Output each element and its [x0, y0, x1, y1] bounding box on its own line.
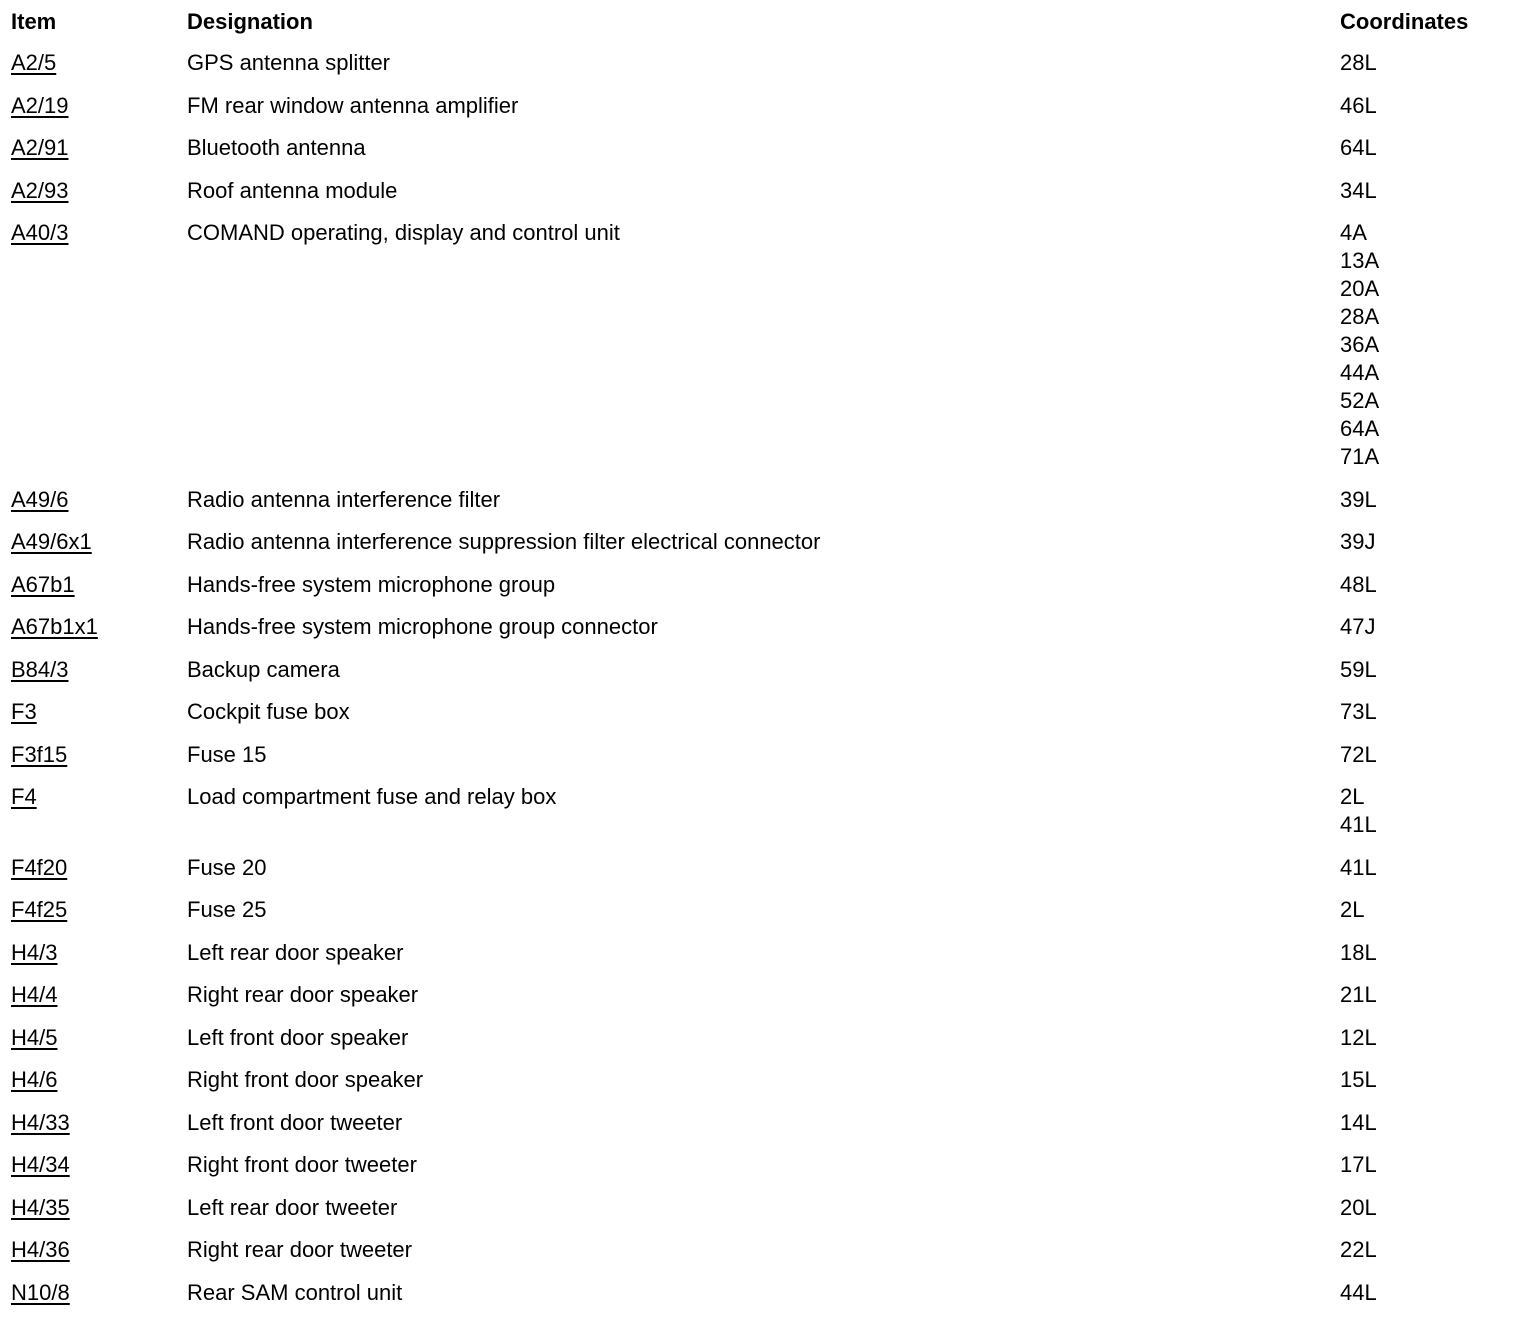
designation-cell: Backup camera	[187, 656, 340, 682]
coordinates-cell	[1340, 783, 1377, 839]
coordinates-cell	[1340, 1236, 1377, 1264]
designation-cell: GPS antenna splitter	[187, 50, 391, 75]
item-link[interactable]: H4/5	[11, 1024, 58, 1050]
designation-cell: Bluetooth antenna	[187, 135, 366, 160]
coordinate-value: 21L	[1340, 982, 1377, 1007]
coordinate-value: 39L	[1340, 486, 1377, 512]
coordinate-value: 39J	[1340, 529, 1376, 554]
coordinate-value: 64A	[1340, 416, 1380, 441]
item-link[interactable]: B84/3	[11, 656, 69, 682]
table-row	[0, 1024, 1520, 1067]
coordinate-value: 46L	[1340, 92, 1377, 118]
designation-cell: Right front door tweeter	[187, 1152, 417, 1177]
coordinate-value: 64L	[1340, 135, 1377, 160]
item-link[interactable]: A2/5	[11, 50, 57, 75]
coordinates-cell	[1340, 613, 1375, 641]
coordinate-value: 72L	[1340, 741, 1377, 767]
coordinate-value: 71A	[1340, 444, 1380, 469]
coordinate-value: 41L	[1340, 854, 1377, 880]
designation-cell: Left rear door speaker	[187, 939, 404, 965]
coordinate-value: 20A	[1340, 276, 1380, 301]
coordinate-value: 2L	[1340, 897, 1365, 922]
designation-cell: Fuse 15	[187, 741, 267, 767]
coordinates-cell	[1340, 92, 1377, 120]
designation-cell: Fuse 25	[187, 897, 267, 922]
item-link[interactable]: H4/35	[11, 1194, 70, 1220]
header-coordinates: Coordinates	[1340, 9, 1469, 34]
table-row	[0, 1109, 1520, 1152]
table-row	[0, 698, 1520, 741]
table-row	[0, 783, 1520, 854]
table-row	[0, 1236, 1520, 1279]
coordinates-cell	[1340, 134, 1377, 162]
coordinates-cell	[1340, 1024, 1377, 1052]
item-link[interactable]: F4	[11, 784, 37, 809]
coordinates-cell	[1340, 981, 1377, 1009]
coordinate-value: 52A	[1340, 388, 1380, 413]
designation-cell: Load compartment fuse and relay box	[187, 784, 557, 809]
item-link[interactable]: F3f15	[11, 741, 68, 767]
table-row	[0, 528, 1520, 571]
coordinates-cell	[1340, 1194, 1377, 1222]
designation-cell: Left front door tweeter	[187, 1109, 403, 1135]
table-row	[0, 1066, 1520, 1109]
item-link[interactable]: H4/4	[11, 982, 58, 1007]
table-row	[0, 1151, 1520, 1194]
item-link[interactable]: A2/93	[11, 177, 69, 203]
coordinates-cell	[1340, 698, 1377, 726]
table-row	[0, 134, 1520, 177]
item-link[interactable]: A67b1x1	[11, 614, 98, 639]
table-row	[0, 656, 1520, 699]
coordinate-value: 15L	[1340, 1067, 1377, 1092]
table-body	[0, 49, 1520, 1321]
table-row	[0, 49, 1520, 92]
table-row	[0, 1194, 1520, 1237]
item-link[interactable]: H4/3	[11, 939, 58, 965]
table-row	[0, 571, 1520, 614]
item-link[interactable]: F3	[11, 699, 37, 724]
designation-cell: Rear SAM control unit	[187, 1279, 403, 1305]
designation-cell: FM rear window antenna amplifier	[187, 92, 519, 118]
coordinates-cell	[1340, 219, 1379, 471]
table-row	[0, 741, 1520, 784]
coordinates-cell	[1340, 854, 1377, 882]
table-row	[0, 613, 1520, 656]
coordinates-cell	[1340, 177, 1377, 205]
table-row	[0, 92, 1520, 135]
designation-cell: Right rear door tweeter	[187, 1237, 412, 1262]
item-link[interactable]: A67b1	[11, 571, 75, 597]
designation-cell: Radio antenna interference suppression filter electrical connector	[187, 529, 821, 554]
coordinate-value: 14L	[1340, 1109, 1377, 1135]
designation-cell: Fuse 20	[187, 854, 267, 880]
header-designation: Designation	[187, 9, 313, 34]
item-link[interactable]: A49/6x1	[11, 529, 92, 554]
table-row	[0, 177, 1520, 220]
coordinate-value: 44L	[1340, 1279, 1377, 1305]
item-link[interactable]: H4/36	[11, 1237, 70, 1262]
coordinate-value: 34L	[1340, 177, 1377, 203]
coordinates-cell	[1340, 1109, 1377, 1137]
designation-cell: Right front door speaker	[187, 1067, 424, 1092]
coordinates-cell	[1340, 49, 1377, 77]
table-row	[0, 981, 1520, 1024]
table-header	[0, 6, 1520, 38]
item-link[interactable]: H4/33	[11, 1109, 70, 1135]
item-link[interactable]: H4/6	[11, 1067, 58, 1092]
item-link[interactable]: F4f25	[11, 897, 68, 922]
table-row	[0, 1279, 1520, 1322]
item-link[interactable]: A2/91	[11, 135, 69, 160]
coordinate-value: 20L	[1340, 1194, 1377, 1220]
designation-cell: Left rear door tweeter	[187, 1194, 398, 1220]
coordinates-cell	[1340, 571, 1377, 599]
coordinate-value: 13A	[1340, 248, 1380, 273]
designation-cell: Hands-free system microphone group	[187, 571, 556, 597]
coordinates-cell	[1340, 741, 1377, 769]
item-link[interactable]: N10/8	[11, 1279, 70, 1305]
table-row	[0, 896, 1520, 939]
coordinate-value: 59L	[1340, 656, 1377, 682]
table-row	[0, 486, 1520, 529]
table-row	[0, 854, 1520, 897]
coordinate-value: 47J	[1340, 614, 1376, 639]
coordinate-value: 12L	[1340, 1024, 1377, 1050]
item-link[interactable]: A49/6	[11, 486, 69, 512]
designation-cell: Roof antenna module	[187, 177, 398, 203]
coordinate-value: 73L	[1340, 699, 1377, 724]
coordinates-cell	[1340, 1279, 1377, 1307]
designation-cell: Cockpit fuse box	[187, 699, 350, 724]
coordinate-value: 2L	[1340, 784, 1365, 809]
coordinates-cell	[1340, 939, 1377, 967]
item-link[interactable]: A40/3	[11, 220, 69, 245]
coordinates-cell	[1340, 486, 1377, 514]
item-link[interactable]: H4/34	[11, 1152, 70, 1177]
coordinate-value: 4A	[1340, 220, 1367, 245]
coordinates-cell	[1340, 896, 1364, 924]
designation-cell: Radio antenna interference filter	[187, 486, 501, 512]
coordinate-value: 28L	[1340, 50, 1377, 75]
designation-cell: Left front door speaker	[187, 1024, 409, 1050]
coordinate-value: 36A	[1340, 332, 1380, 357]
coordinates-cell	[1340, 1066, 1377, 1094]
table-row	[0, 219, 1520, 486]
item-link[interactable]: A2/19	[11, 92, 69, 118]
table-row	[0, 939, 1520, 982]
coordinate-value: 41L	[1340, 812, 1377, 837]
header-item: Item	[11, 9, 57, 34]
coordinates-cell	[1340, 1151, 1377, 1179]
coordinate-value: 44A	[1340, 360, 1380, 385]
designation-cell: Hands-free system microphone group connector	[187, 614, 658, 639]
coordinates-cell	[1340, 656, 1377, 684]
coordinate-value: 28A	[1340, 304, 1380, 329]
item-link[interactable]: F4f20	[11, 854, 68, 880]
designation-cell: Right rear door speaker	[187, 982, 419, 1007]
designation-cell: COMAND operating, display and control unit	[187, 220, 620, 245]
coordinates-cell	[1340, 528, 1375, 556]
coordinate-value: 18L	[1340, 939, 1377, 965]
coordinate-value: 17L	[1340, 1152, 1377, 1177]
coordinate-value: 22L	[1340, 1237, 1377, 1262]
coordinate-value: 48L	[1340, 571, 1377, 597]
